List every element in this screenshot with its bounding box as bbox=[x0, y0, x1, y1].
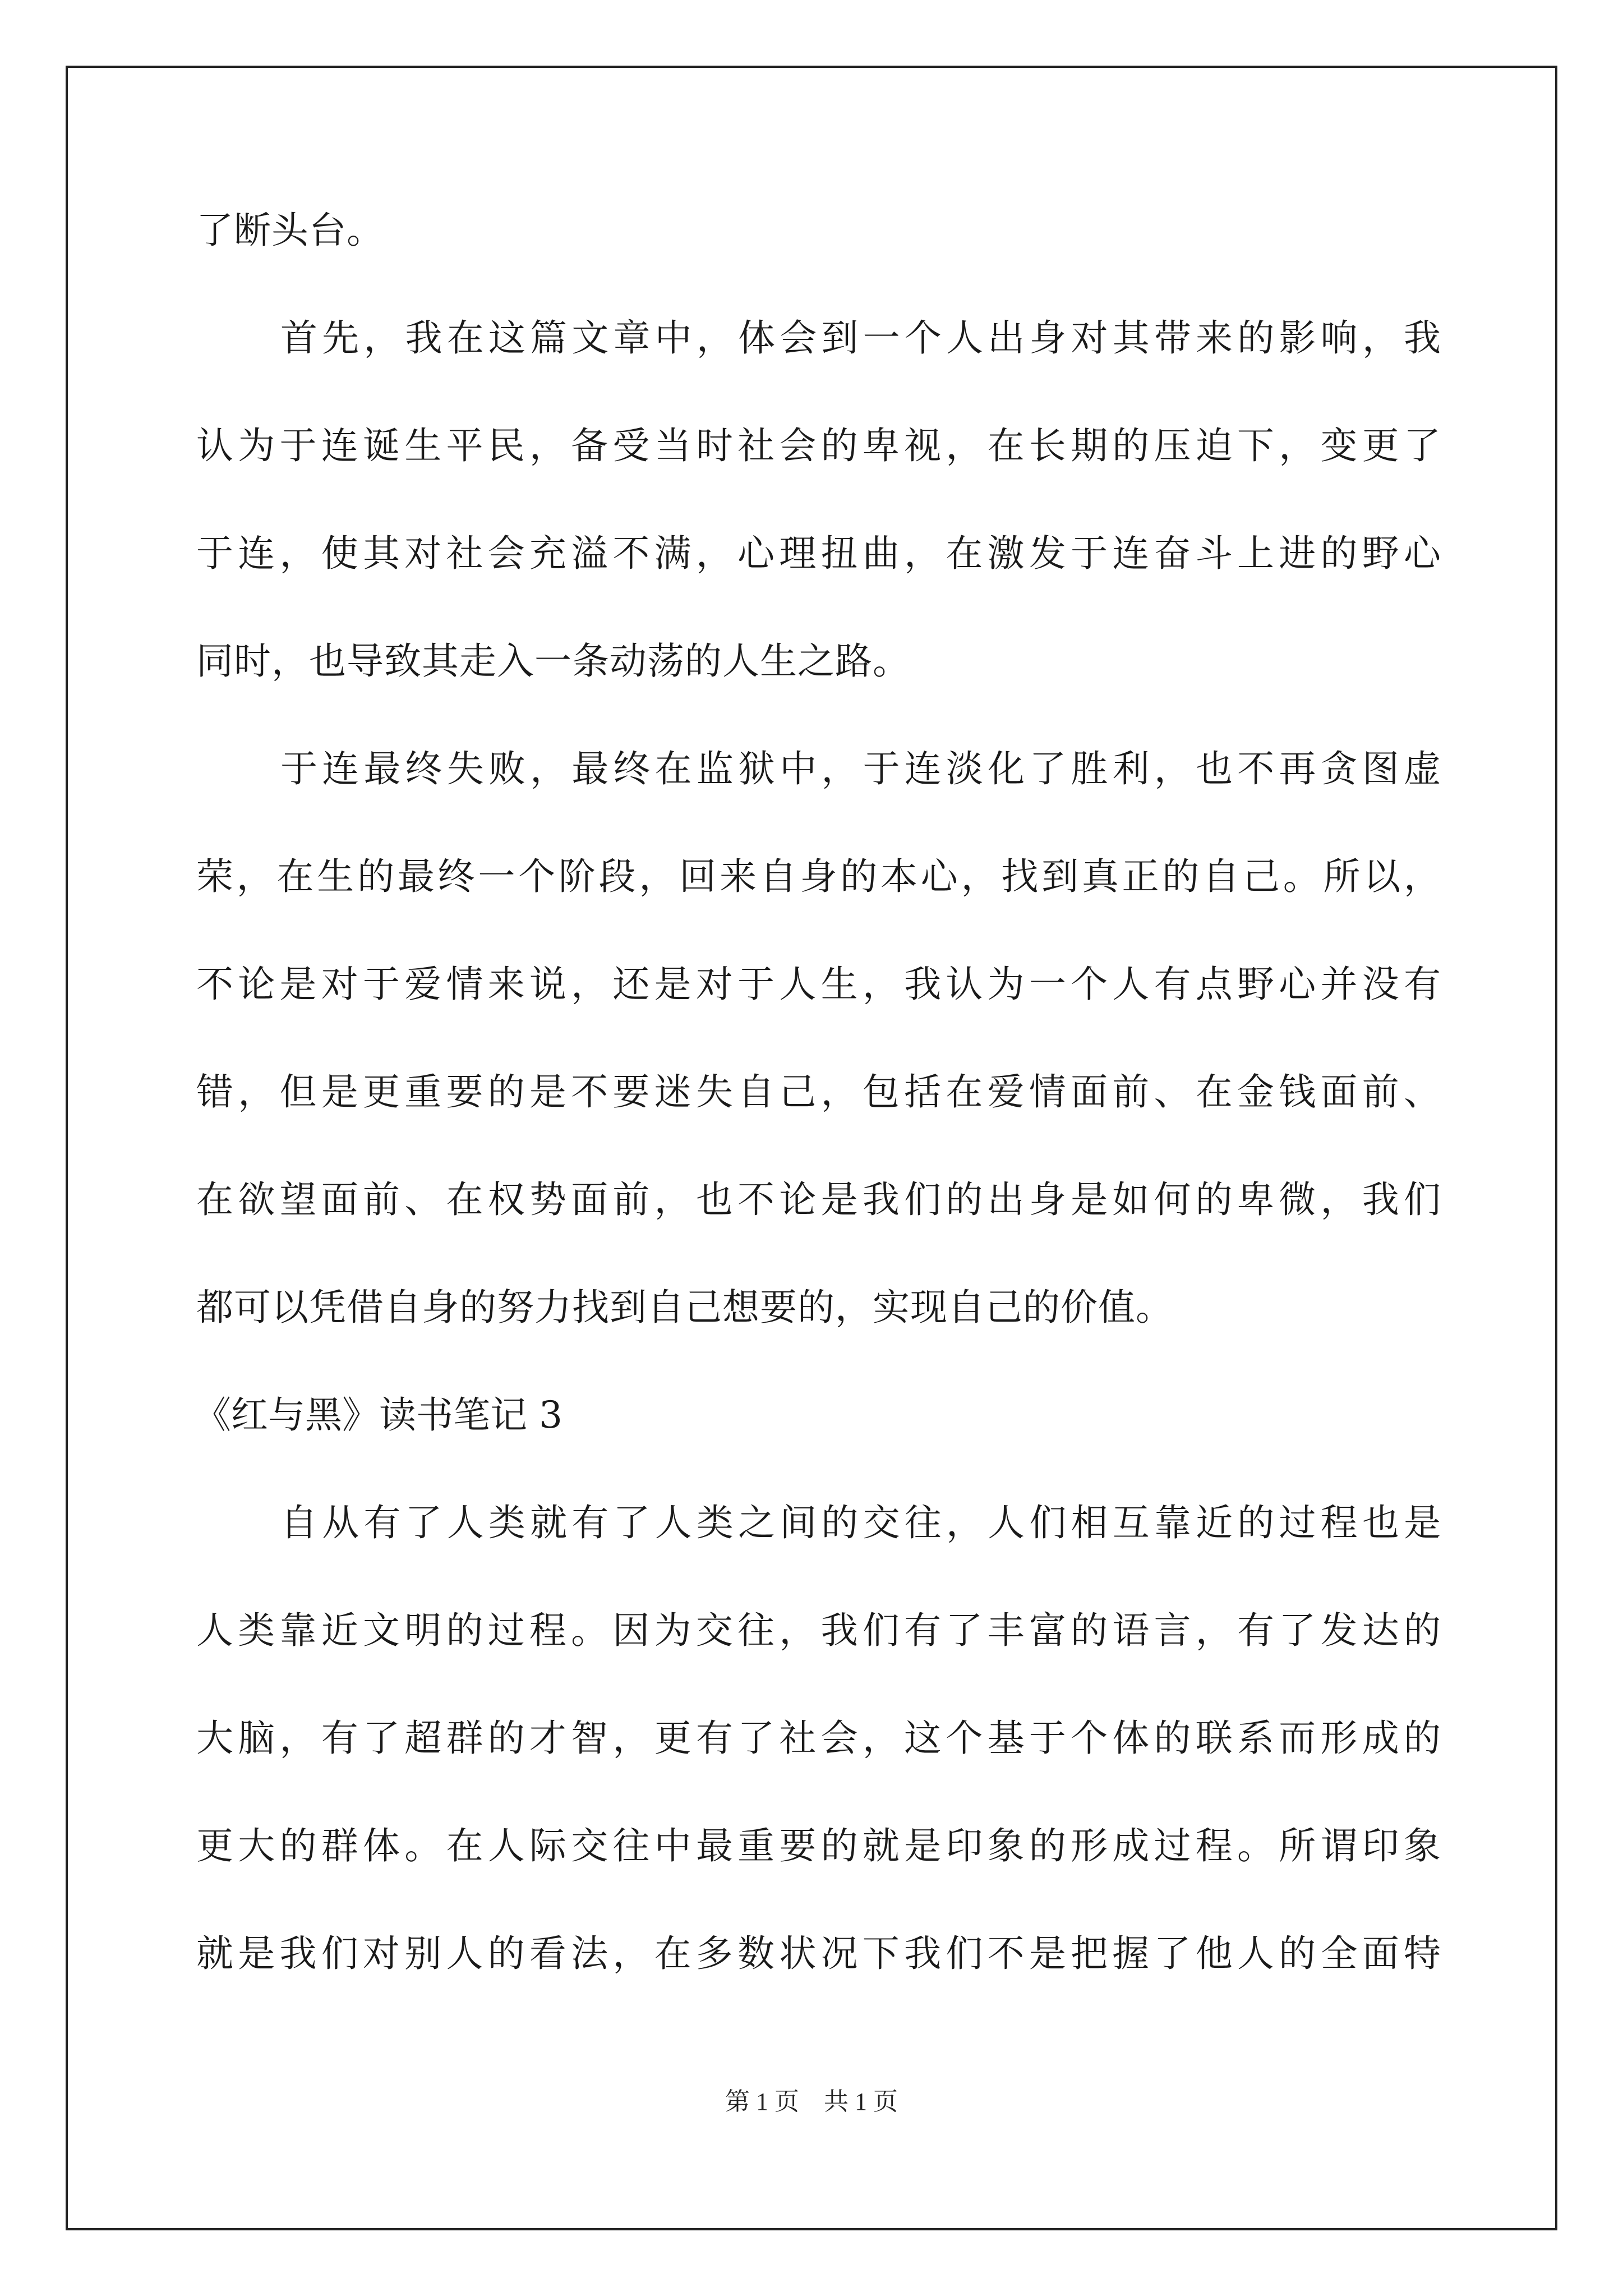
text-line: 自从有了人类就有了人类之间的交往，人们相互靠近的过程也是 bbox=[280, 1501, 1441, 1544]
text-line: 更大的群体。在人际交往中最重要的就是印象的形成过程。所谓印象 bbox=[196, 1824, 1441, 1867]
text-line: 荣，在生的最终一个阶段，回来自身的本心，找到真正的自己。所以， bbox=[196, 855, 1441, 898]
text-line: 首先，我在这篇文章中，体会到一个人出身对其带来的影响，我 bbox=[280, 316, 1441, 360]
paragraph bbox=[196, 1469, 1441, 2008]
text-line: 于连最终失败，最终在监狱中，于连淡化了胜利，也不再贪图虚 bbox=[280, 747, 1441, 790]
paragraph bbox=[196, 715, 1441, 1361]
text-line: 了断头台。 bbox=[196, 209, 384, 252]
text-line: 大脑，有了超群的才智，更有了社会，这个基于个体的联系而形成的 bbox=[196, 1717, 1441, 1760]
paragraph bbox=[196, 284, 1441, 715]
section-heading: 《红与黑》读书笔记 3 bbox=[194, 1393, 562, 1437]
text-line: 认为于连诞生平民，备受当时社会的卑视，在长期的压迫下，变更了 bbox=[196, 424, 1441, 467]
text-line: 在欲望面前、在权势面前，也不论是我们的出身是如何的卑微，我们 bbox=[196, 1178, 1441, 1221]
text-line: 同时，也导致其走入一条动荡的人生之路。 bbox=[196, 639, 910, 683]
text-line: 就是我们对别人的看法，在多数状况下我们不是把握了他人的全面特 bbox=[196, 1932, 1441, 1975]
text-line: 不论是对于爱情来说，还是对于人生，我认为一个人有点野心并没有 bbox=[196, 963, 1441, 1006]
paragraph bbox=[196, 177, 1441, 284]
text-line: 错，但是更重要的是不要迷失自己，包括在爱情面前、在金钱面前、 bbox=[196, 1070, 1441, 1114]
text-line: 人类靠近文明的过程。因为交往，我们有了丰富的语言，有了发达的 bbox=[196, 1609, 1441, 1652]
text-line: 都可以凭借自身的努力找到自己想要的，实现自己的价值。 bbox=[196, 1286, 1173, 1329]
page-footer: 第 1 页 共 1 页 bbox=[725, 2088, 898, 2115]
document-body bbox=[196, 177, 1441, 2008]
text-line: 于连，使其对社会充溢不满，心理扭曲，在激发于连奋斗上进的野心 bbox=[196, 532, 1441, 575]
